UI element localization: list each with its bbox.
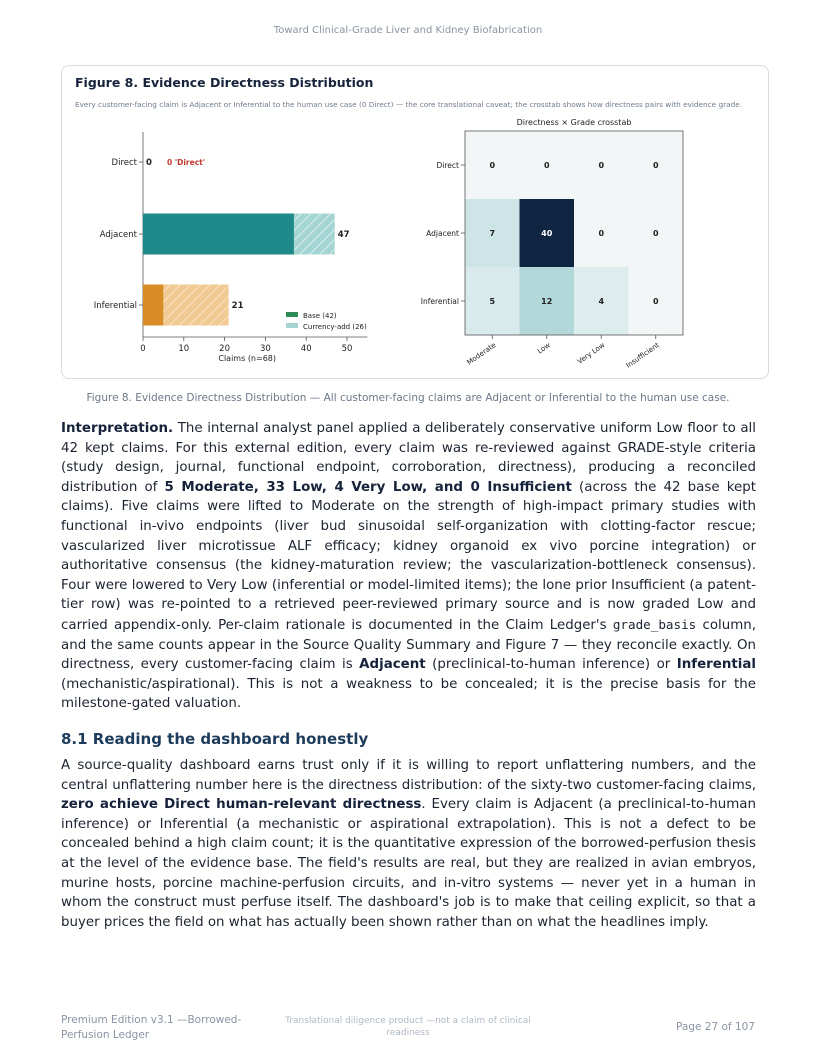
x-tick-label: 0 bbox=[140, 344, 146, 354]
heatmap-value: 40 bbox=[541, 229, 553, 238]
y-tick-label: Adjacent bbox=[99, 230, 137, 240]
bar-base bbox=[143, 214, 294, 255]
running-header: Toward Clinical-Grade Liver and Kidney Biofabrication bbox=[273, 25, 543, 36]
interpretation-text: The internal analyst panel applied a deliberately conservative uniform Low floor to all 42 kept claims. For this external edition, every claim was re-reviewed against GRADE-style criteria (study design, journal, functional endpoint, corroboration, directness), producing a reconciled distribution of bbox=[61, 421, 756, 495]
reading-emphasis: zero achieve Direct human-relevant directness bbox=[61, 797, 422, 813]
bar-currency-add bbox=[294, 214, 335, 255]
interpretation-emphasis: Interpretation. bbox=[61, 421, 174, 436]
x-tick-label: 30 bbox=[259, 344, 271, 354]
heatmap-value: 0 bbox=[543, 161, 550, 170]
page-number: Page 27 of 107 bbox=[676, 1021, 755, 1033]
heatmap-value: 0 bbox=[489, 161, 496, 170]
heatmap-value: 7 bbox=[489, 229, 496, 238]
y-tick-label: Direct bbox=[111, 158, 137, 168]
bar-total-label: 21 bbox=[231, 301, 244, 311]
interpretation-text: (across the 42 base kept claims). Five claims were lifted to Moderate on the strength of high-impact primary studies with functional in-vivo endpoints (liver bud sinusoidal self-organization with clotting-factor rescue; vascularized liver microtissue ALF efficacy; kidney organoid ex vivo porcine integration) or authoritative consensus (the kidney-maturation review; the vascularization-bottleneck consensus). Four were lowered to Very Low (inferential or model-limited items); the lone prior Insufficient (a patent-tier row) was re-pointed to a retrieved peer-reviewed primary source and is now graded Low and carried appendix-only. Per-claim rationale is documented in the Claim Ledger's bbox=[61, 479, 756, 633]
interpretation-emphasis: 5 Moderate, 33 Low, 4 Very Low, and 0 Insufficient bbox=[164, 479, 572, 495]
heatmap-value: 0 bbox=[652, 297, 659, 306]
x-tick-label: 20 bbox=[219, 344, 231, 354]
figure-card bbox=[61, 65, 769, 379]
heatmap-value: 0 bbox=[598, 229, 605, 238]
legend-swatch-base bbox=[286, 312, 298, 317]
x-tick-label: 50 bbox=[341, 344, 353, 354]
heatmap-row-label: Direct bbox=[436, 161, 459, 170]
reading-dashboard-paragraph bbox=[61, 756, 756, 932]
legend-swatch-add bbox=[286, 323, 298, 328]
direct-annotation: 0 'Direct' bbox=[167, 158, 206, 167]
heatmap-value: 0 bbox=[652, 161, 659, 170]
reading-text: A source-quality dashboard earns trust only if it is willing to report unflattering numbers, and the central unflattering number here is the directness distribution: of the sixty-two customer-facing claims, bbox=[61, 758, 756, 793]
heatmap-col-label: Moderate bbox=[465, 341, 498, 367]
bar-base bbox=[143, 285, 163, 326]
heatmap-value: 0 bbox=[652, 229, 659, 238]
x-axis-label: Claims (n=68) bbox=[218, 354, 277, 363]
heatmap-col-label: Low bbox=[536, 341, 552, 356]
heatmap-row-label: Adjacent bbox=[426, 229, 459, 238]
heatmap-col-label: Insufficient bbox=[624, 341, 661, 370]
figure-subtitle: Every customer-facing claim is Adjacent or Inferential to the human use case (0 Direct) — the core translational caveat; the crosstab shows how directness pairs with evidence grade. bbox=[75, 100, 743, 109]
x-tick-label: 10 bbox=[178, 344, 190, 354]
interpretation-code: grade_basis bbox=[612, 616, 697, 632]
bar-total-label: 0 bbox=[146, 158, 152, 168]
heatmap-value: 0 bbox=[598, 161, 605, 170]
heatmap-value: 12 bbox=[541, 297, 553, 306]
interpretation-emphasis: Inferential bbox=[676, 657, 756, 673]
x-tick-label: 40 bbox=[300, 344, 312, 354]
heatmap-value: 5 bbox=[489, 297, 496, 306]
legend-label-base: Base (42) bbox=[303, 312, 337, 320]
interpretation-text: (mechanistic/aspirational). This is not a weakness to be concealed; it is the precise basis for the milestone-gated valuation. bbox=[61, 676, 756, 712]
section-heading: 8.1 Reading the dashboard honestly bbox=[61, 730, 369, 748]
interpretation-emphasis: Adjacent bbox=[359, 657, 426, 673]
interpretation-text: (preclinical-to-human inference) or bbox=[425, 657, 677, 673]
heatmap-row-label: Inferential bbox=[420, 297, 459, 306]
footer-disclaimer: Translational diligence product —not a claim of clinical readiness bbox=[285, 1016, 531, 1038]
y-tick-label: Inferential bbox=[93, 301, 137, 311]
heatmap-value: 4 bbox=[598, 297, 605, 306]
heatmap-title: Directness × Grade crosstab bbox=[516, 118, 632, 127]
figure-title: Figure 8. Evidence Directness Distribution bbox=[75, 75, 374, 90]
reading-text: . Every claim is Adjacent (a preclinical-to-human inference) or Inferential (a mechanistic or aspirational extrapolation). This is not a defect to be concealed behind a high claim count; it is the quantitative expression of the borrowed-perfusion thesis at the level of the evidence base. The field's results are real, but they are realized in avian embryos, murine hosts, porcine machine-perfusion circuits, and in-vitro systems — never yet in a human in whom the construct must perfuse itself. The dashboard's job is to make that ceiling explicit, so that a buyer prices the field on what has actually been shown rather than on what the headlines imply. bbox=[61, 797, 756, 930]
bar-total-label: 47 bbox=[337, 230, 350, 240]
footer-edition: Premium Edition v3.1 —Borrowed-Perfusion Ledger bbox=[61, 1014, 242, 1041]
bar-currency-add bbox=[163, 285, 228, 326]
heatmap-col-label: Very Low bbox=[575, 341, 607, 366]
figure-caption: Figure 8. Evidence Directness Distribution — All customer-facing claims are Adjacent or Inferential to the human use case. bbox=[86, 392, 730, 404]
interpretation-paragraph bbox=[61, 419, 756, 714]
legend-label-add: Currency-add (26) bbox=[303, 323, 367, 331]
interpretation-text: column, and the same counts appear in the Source Quality Summary and Figure 7 — they reconcile exactly. On directness, every customer-facing claim is bbox=[61, 617, 757, 673]
figure-charts bbox=[62, 66, 768, 378]
